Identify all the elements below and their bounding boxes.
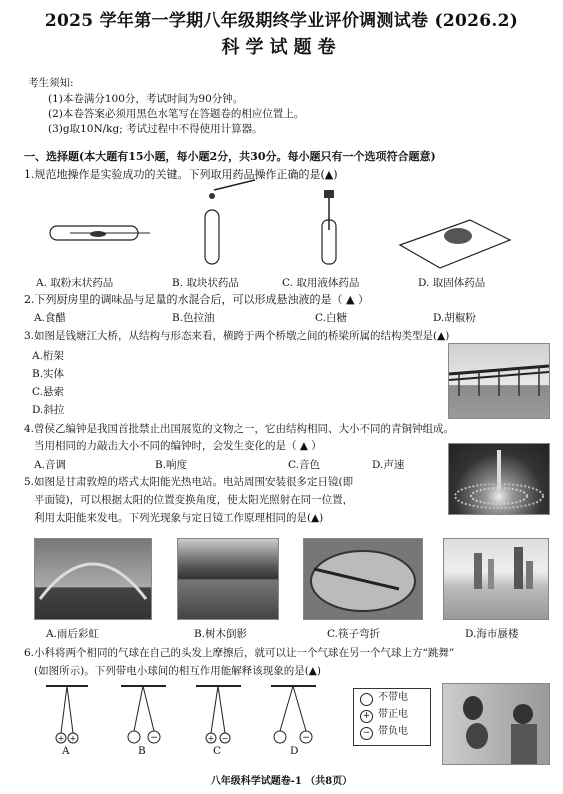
q6-option-b: B: [138, 745, 146, 757]
q2-option-b: B.色拉油: [172, 312, 215, 324]
q1-option-a: A. 取粉末状药品: [36, 277, 114, 289]
q4-option-a: A.音调: [34, 459, 66, 471]
notice-item-3: (3)g取10N/kg; 考试过程中不得使用计算器。: [48, 123, 263, 135]
exam-subtitle: 科学试题卷: [221, 37, 342, 58]
solar-plant-photo: [448, 443, 550, 515]
q2-stem: 2.下列厨房里的调味品与足量的水混合后，可以形成悬浊液的是（ ▲ ）: [24, 293, 369, 306]
svg-text:+: +: [207, 734, 215, 743]
q4-option-b: B.响度: [155, 459, 188, 471]
q5-line3: 利用太阳能来发电。下列光现象与定日镜工作原理相同的是(▲): [34, 512, 324, 524]
bridge-photo: [448, 343, 550, 419]
pendulum-a-icon: [46, 686, 88, 743]
q3-option-b: B.实体: [32, 368, 65, 380]
q2-option-c: C.白糖: [315, 312, 347, 324]
legend-neutral: 不带电: [378, 692, 408, 703]
notice-label: 考生须知:: [28, 77, 74, 89]
section-heading: 一、选择题(本大题有15小题，每小题2分，共30分。每小题只有一个选项符合题意): [24, 150, 436, 163]
neutral-ball-icon: [360, 693, 373, 706]
chopstick-bowl-photo: [303, 538, 423, 620]
q6-option-a: A: [62, 745, 70, 757]
charge-legend: [353, 688, 431, 746]
page-footer: 八年级科学试题卷-1 （共8页）: [210, 776, 353, 787]
pendulum-d-icon: [271, 686, 316, 743]
tree-reflection-photo: [177, 538, 279, 620]
positive-ball-icon: +: [360, 710, 373, 723]
test-tube-horizontal-icon: [50, 226, 150, 240]
q5-line2: 平面镜)，可以根据太阳的位置变换角度，使太阳光照射在同一位置，: [34, 494, 354, 506]
q6-option-c: C: [213, 745, 222, 757]
q4-line1: 4.曾侯乙编钟是我国首批禁止出国展览的文物之一，它由结构相同、大小不同的青铜钟组成。: [24, 423, 455, 435]
q1-stem: 1.规范地操作是实验成功的关键。下列取用药品操作正确的是(▲): [24, 168, 338, 181]
q5-option-d: D.海市蜃楼: [465, 628, 519, 640]
hand-solid-icon: [400, 220, 510, 268]
q2-option-d: D.胡椒粉: [433, 312, 476, 324]
q1-option-c: C. 取用液体药品: [282, 277, 360, 289]
notice-item-1: (1)本卷满分100分，考试时间为90分钟。: [48, 93, 244, 105]
q5-line1: 5.如图是甘肃敦煌的塔式太阳能光热电站。电站周围安装很多定日镜(即: [24, 476, 354, 488]
negative-ball-icon: −: [360, 727, 373, 740]
q5-option-b: B.树木倒影: [194, 628, 248, 640]
pendulum-c-icon: [196, 686, 241, 743]
q4-option-d: D.声速: [372, 459, 405, 471]
q6-line1: 6.小科将两个相同的气球在自己的头发上摩擦后，就可以让一个气球在另一个气球上方“跳舞”: [24, 647, 455, 659]
q3-option-d: D.斜拉: [32, 404, 65, 416]
q6-option-d: D: [290, 745, 299, 757]
q3-stem: 3.如图是钱塘江大桥，从结构与形态来看，横跨于两个桥墩之间的桥梁所属的结构类型是(▲): [24, 330, 450, 342]
dropper-beaker-icon: [322, 190, 336, 264]
pendulum-b-icon: [121, 686, 166, 743]
svg-text:−: −: [150, 733, 158, 743]
q3-option-a: A.桁架: [32, 350, 64, 362]
legend-positive: 带正电: [378, 709, 408, 720]
legend-negative: 带负电: [378, 726, 408, 737]
q1-option-d: D. 取固体药品: [418, 277, 486, 289]
svg-text:−: −: [221, 734, 229, 743]
notice-item-2: (2)本卷答案必须用黑色水笔写在答题卷的相应位置上。: [48, 108, 305, 120]
exam-title: 2025 学年第一学期八年级期终学业评价调测试卷 (2026.2): [44, 11, 519, 31]
q4-option-c: C.音色: [288, 459, 320, 471]
q6-pendulum-diagrams: [36, 683, 326, 753]
q4-line2: 当用相同的力敲击大小不同的编钟时，会发生变化的是（ ▲ ）: [34, 440, 322, 452]
q3-option-c: C.悬索: [32, 386, 64, 398]
svg-text:−: −: [302, 733, 310, 743]
q1-option-b: B. 取块状药品: [172, 277, 239, 289]
svg-text:+: +: [69, 734, 77, 743]
mirage-photo: [443, 538, 549, 620]
q6-line2: (如图所示)。下列带电小球间的相互作用能解释该现象的是(▲): [34, 665, 321, 677]
q5-option-a: A.雨后彩虹: [46, 628, 99, 640]
q2-option-a: A.食醋: [34, 312, 66, 324]
q5-option-c: C.筷子弯折: [327, 628, 380, 640]
balloon-photo: [442, 683, 550, 765]
test-tube-tweezers-icon: [205, 180, 255, 264]
svg-text:+: +: [57, 734, 65, 743]
rainbow-photo: [34, 538, 152, 620]
q1-illustrations: [40, 190, 550, 270]
